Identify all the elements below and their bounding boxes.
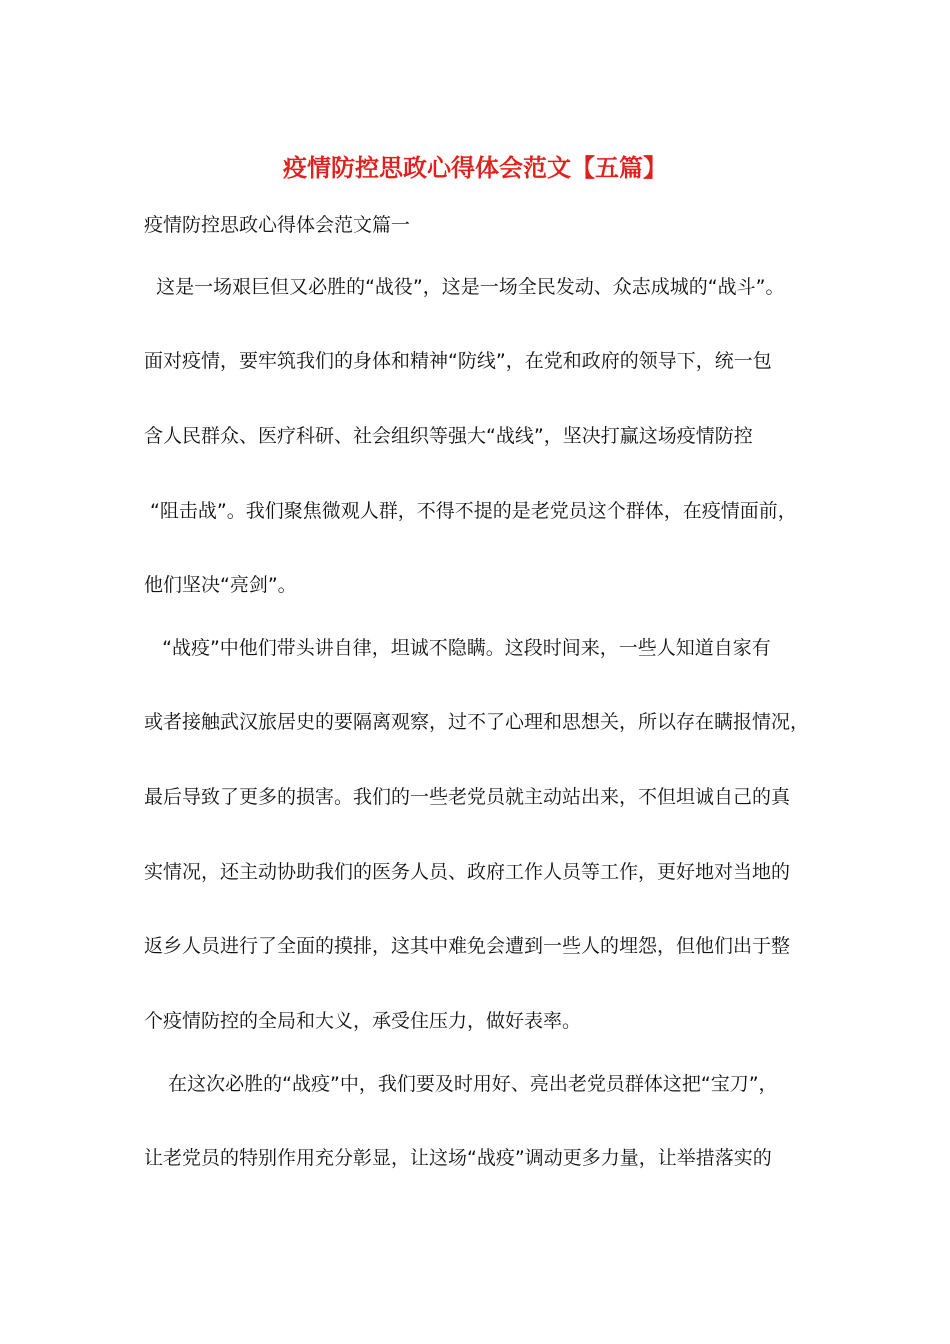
- body-line-3: 含人民群众、医疗科研、社会组织等强大“战线”，坚决打赢这场疫情防控: [144, 425, 753, 447]
- body-line-12: 在这次必胜的“战疫”中，我们要及时用好、亮出老党员群体这把“宝刀”，: [144, 1073, 778, 1095]
- body-line-6: “战疫”中他们带头讲自律，坦诚不隐瞒。这段时间来，一些人知道自家有: [144, 637, 771, 659]
- body-line-4: “阻击战”。我们聚焦微观人群，不得不提的是老党员这个群体，在疫情面前，: [144, 500, 797, 522]
- body-line-5: 他们坚决“亮剑”。: [144, 574, 297, 596]
- body-line-11: 个疫情防控的全局和大义，承受住压力，做好表率。: [144, 1010, 582, 1032]
- body-line-10: 返乡人员进行了全面的摸排，这其中难免会遭到一些人的埋怨，但他们出于整: [144, 935, 791, 957]
- document-title: 疫情防控思政心得体会范文【五篇】: [283, 153, 667, 182]
- body-line-1: 这是一场艰巨但又必胜的“战役”，这是一场全民发动、众志成城的“战斗”。: [144, 276, 785, 298]
- section-heading: 疫情防控思政心得体会范文篇一: [144, 214, 411, 236]
- body-line-7: 或者接触武汉旅居史的要隔离观察，过不了心理和思想关，所以存在瞒报情况，: [144, 711, 810, 733]
- body-line-13: 让老党员的特别作用充分彰显，让这场“战疫”调动更多力量，让举措落实的: [144, 1147, 772, 1169]
- body-line-8: 最后导致了更多的损害。我们的一些老党员就主动站出来，不但坦诚自己的真: [144, 786, 791, 808]
- body-line-9: 实情况，还主动协助我们的医务人员、政府工作人员等工作，更好地对当地的: [144, 861, 791, 883]
- body-line-2: 面对疫情，要牢筑我们的身体和精神“防线”，在党和政府的领导下，统一包: [144, 350, 772, 372]
